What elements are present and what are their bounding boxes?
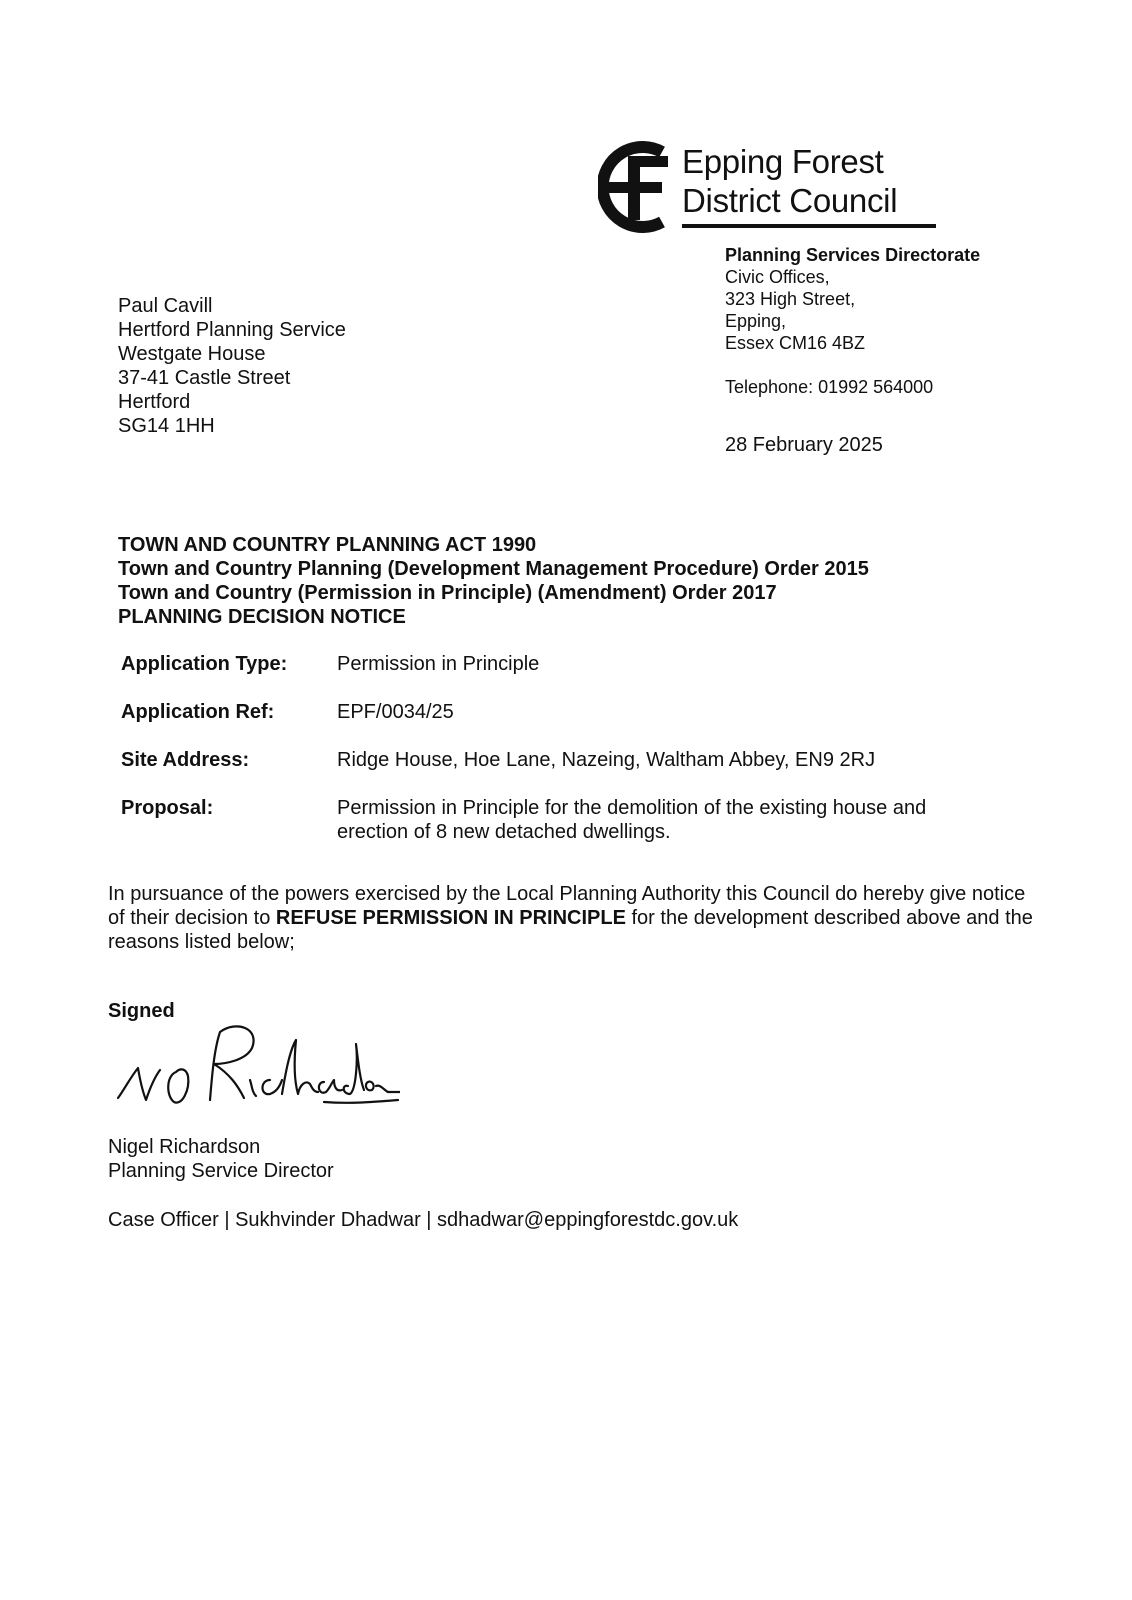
- signatory-name: Nigel Richardson: [108, 1136, 261, 1158]
- logo-underline: [682, 224, 936, 228]
- detail-label: Application Type:: [121, 653, 288, 675]
- decision-outcome: REFUSE PERMISSION IN PRINCIPLE: [275, 907, 626, 929]
- recipient-line: Hertford: [118, 391, 191, 413]
- detail-value: EPF/0034/25: [337, 701, 454, 723]
- signatory-block: [108, 1135, 334, 1183]
- legislation-heading: [118, 533, 869, 629]
- office-address-line: 323 High Street,: [725, 289, 856, 309]
- detail-label: Site Address:: [121, 749, 250, 771]
- detail-value: Permission in Principle for the demolition of the existing house and erection of 8 new detached dwellings.: [337, 797, 927, 843]
- recipient-line: Westgate House: [118, 343, 266, 365]
- directorate-name: Planning Services Directorate: [725, 245, 981, 265]
- case-officer-line: Case Officer | Sukhvinder Dhadwar | sdhadwar@eppingforestdc.gov.uk: [108, 1209, 739, 1231]
- act-line: TOWN AND COUNTRY PLANNING ACT 1990: [118, 534, 537, 556]
- decision-text: In pursuance of the powers exercised by the Local Planning Authority this Council do hereby give notice of their decision to: [108, 883, 1026, 929]
- handwritten-signature: [110, 1020, 400, 1135]
- decision-text: for the development described above and the reasons listed below;: [108, 907, 1033, 953]
- recipient-line: Paul Cavill: [118, 295, 213, 317]
- logo-line-2: District Council: [682, 182, 898, 219]
- letter-date: 28 February 2025: [725, 434, 883, 456]
- detail-label: Proposal:: [121, 797, 214, 819]
- recipient-line: SG14 1HH: [118, 415, 215, 437]
- office-address: [725, 244, 980, 457]
- logo-line-1: Epping Forest: [682, 143, 884, 180]
- logo-wordmark: [682, 142, 897, 220]
- signatory-title: Planning Service Director: [108, 1160, 334, 1182]
- office-telephone: Telephone: 01992 564000: [725, 377, 934, 397]
- decision-paragraph: [108, 882, 1038, 954]
- efdc-logo-mark-icon: [598, 140, 678, 235]
- office-address-line: Civic Offices,: [725, 267, 830, 287]
- recipient-line: Hertford Planning Service: [118, 319, 346, 341]
- act-line: Town and Country (Permission in Principle) (Amendment) Order 2017: [118, 582, 777, 604]
- office-address-line: Essex CM16 4BZ: [725, 333, 866, 353]
- signed-label: Signed: [108, 1000, 175, 1022]
- council-logo: [598, 140, 948, 240]
- act-line: Town and Country Planning (Development Management Procedure) Order 2015: [118, 558, 869, 580]
- recipient-address: [118, 294, 346, 438]
- recipient-line: 37-41 Castle Street: [118, 367, 291, 389]
- detail-label: Application Ref:: [121, 701, 275, 723]
- office-address-line: Epping,: [725, 311, 787, 331]
- detail-value: Ridge House, Hoe Lane, Nazeing, Waltham Abbey, EN9 2RJ: [337, 749, 876, 771]
- detail-value: Permission in Principle: [337, 653, 540, 675]
- notice-title: PLANNING DECISION NOTICE: [118, 606, 406, 628]
